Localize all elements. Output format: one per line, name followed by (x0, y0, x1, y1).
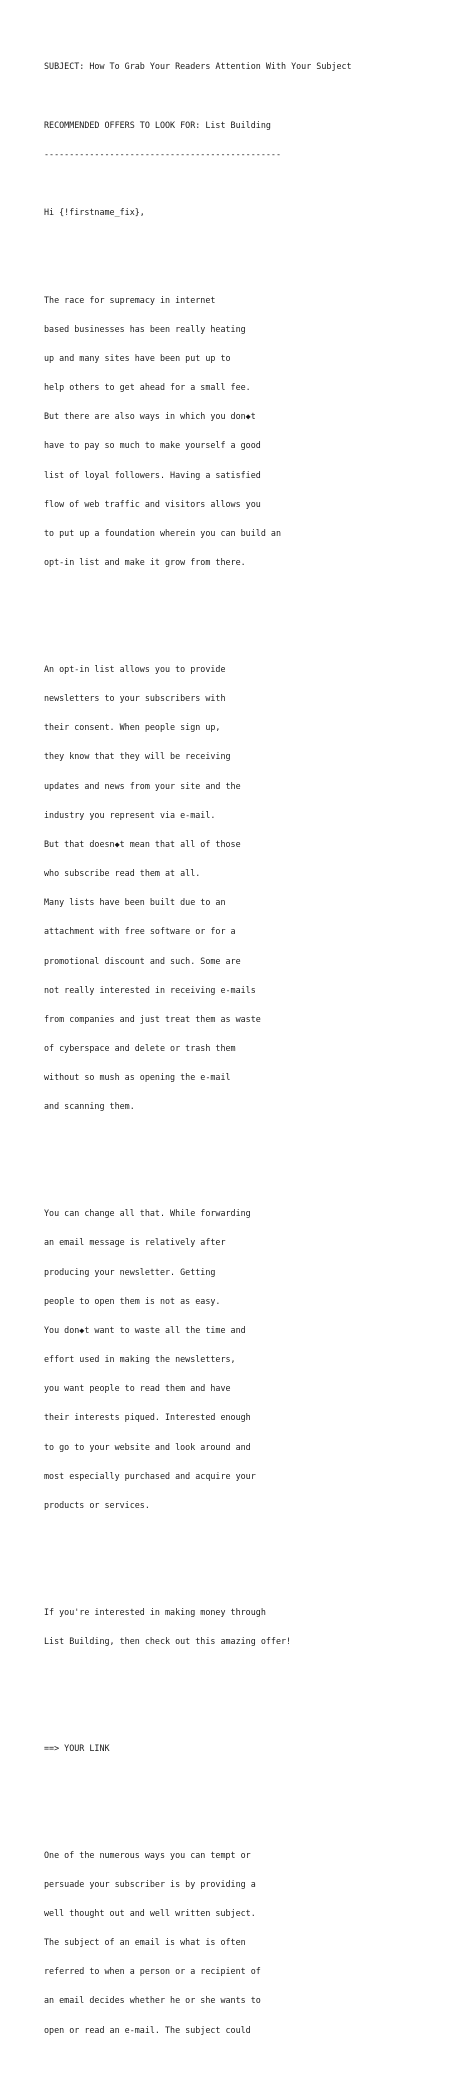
paragraph-line: promotional discount and such. Some are (44, 955, 241, 966)
paragraph-line: and scanning them. (44, 1101, 135, 1112)
paragraph-line: The race for supremacy in internet (44, 294, 216, 305)
paragraph-line: to put up a foundation wherein you can build an (44, 527, 281, 538)
blank-line (44, 179, 464, 189)
blank-line (44, 1151, 464, 1161)
paragraph-line: flow of web traffic and visitors allows you (44, 498, 261, 509)
paragraph-line: producing your newsletter. Getting (44, 1266, 216, 1277)
paragraph-line: List Building, then check out this amazing offer! (44, 1635, 292, 1646)
paragraph-line: You don◆t want to waste all the time and (44, 1324, 246, 1335)
paragraph-line: list of loyal followers. Having a satisfied (44, 469, 261, 480)
paragraph-line: from companies and just treat them as waste (44, 1013, 261, 1024)
paragraph-line: based businesses has been really heating (44, 323, 246, 334)
paragraph-line: well thought out and well written subject. (44, 1908, 256, 1918)
paragraph-link (44, 1724, 464, 1773)
blank-line (44, 1792, 464, 1802)
paragraph-line: most especially purchased and acquire your (44, 1470, 256, 1481)
paragraph-line: not really interested in receiving e-mails (44, 984, 256, 995)
paragraph-opt-in (44, 646, 464, 1132)
subject-line: SUBJECT: How To Grab Your Readers Attention With Your Subject (44, 61, 352, 72)
paragraph-line: an email message is relatively after (44, 1237, 226, 1248)
blank-line (44, 92, 464, 102)
paragraph-line: opt-in list and make it grow from there. (44, 557, 246, 568)
paragraph-line: they know that they will be receiving (44, 751, 231, 762)
paragraph-line: An opt-in list allows you to provide (44, 664, 226, 674)
paragraph-line: an email decides whether he or she wants to (44, 1995, 261, 2006)
blank-line (44, 607, 464, 617)
divider-line: ----------------------------------------------- (44, 148, 281, 159)
paragraph-line: up and many sites have been put up to (44, 353, 231, 363)
greeting: Hi {!firstname_fix}, (44, 207, 145, 218)
paragraph-line: persuade your subscriber is by providing a (44, 1878, 256, 1889)
paragraph-line: products or services. (44, 1499, 150, 1510)
paragraph-line: newsletters to your subscribers with (44, 693, 226, 704)
paragraph-line: updates and news from your site and the (44, 780, 241, 791)
paragraph-line: referred to when a person or a recipient of (44, 1966, 261, 1977)
paragraph-line: have to pay so much to make yourself a good (44, 440, 261, 451)
paragraph-line: their interests piqued. Interested enough (44, 1412, 251, 1423)
email-text-body (44, 43, 464, 2074)
paragraph-line: You can change all that. While forwarding (44, 1208, 251, 1219)
paragraph-line: But that doesn◆t mean that all of those (44, 838, 241, 849)
paragraph-intro (44, 276, 464, 587)
blank-line (44, 1685, 464, 1695)
paragraph-line: help others to get ahead for a small fee. (44, 382, 251, 393)
paragraph-line: to go to your website and look around and (44, 1441, 251, 1452)
paragraph-line: effort used in making the newsletters, (44, 1354, 236, 1365)
paragraph-subject (44, 1831, 464, 2055)
paragraph-line: their consent. When people sign up, (44, 722, 221, 733)
paragraph-change (44, 1190, 464, 1530)
paragraph-line: you want people to read them and have (44, 1383, 231, 1394)
paragraph-line: without so mush as opening the e-mail (44, 1072, 231, 1083)
paragraph-offer (44, 1588, 464, 1666)
offers-heading: RECOMMENDED OFFERS TO LOOK FOR: List Building (44, 119, 271, 130)
blank-line (44, 237, 464, 247)
paragraph-line: If you're interested in making money through (44, 1606, 266, 1617)
paragraph-line: The subject of an email is what is often (44, 1937, 246, 1948)
paragraph-line: attachment with free software or for a (44, 926, 236, 937)
your-link: ==> YOUR LINK (44, 1742, 110, 1753)
paragraph-line: who subscribe read them at all. (44, 868, 201, 879)
paragraph-line: people to open them is not as easy. (44, 1295, 221, 1306)
paragraph-line: of cyberspace and delete or trash them (44, 1043, 236, 1054)
paragraph-line: Many lists have been built due to an (44, 897, 226, 908)
paragraph-line: open or read an e-mail. The subject could (44, 2024, 251, 2035)
blank-line (44, 1549, 464, 1559)
paragraph-line: But there are also ways in which you don◆t (44, 411, 256, 422)
paragraph-line: One of the numerous ways you can tempt or (44, 1849, 251, 1860)
paragraph-line: industry you represent via e-mail. (44, 809, 216, 820)
